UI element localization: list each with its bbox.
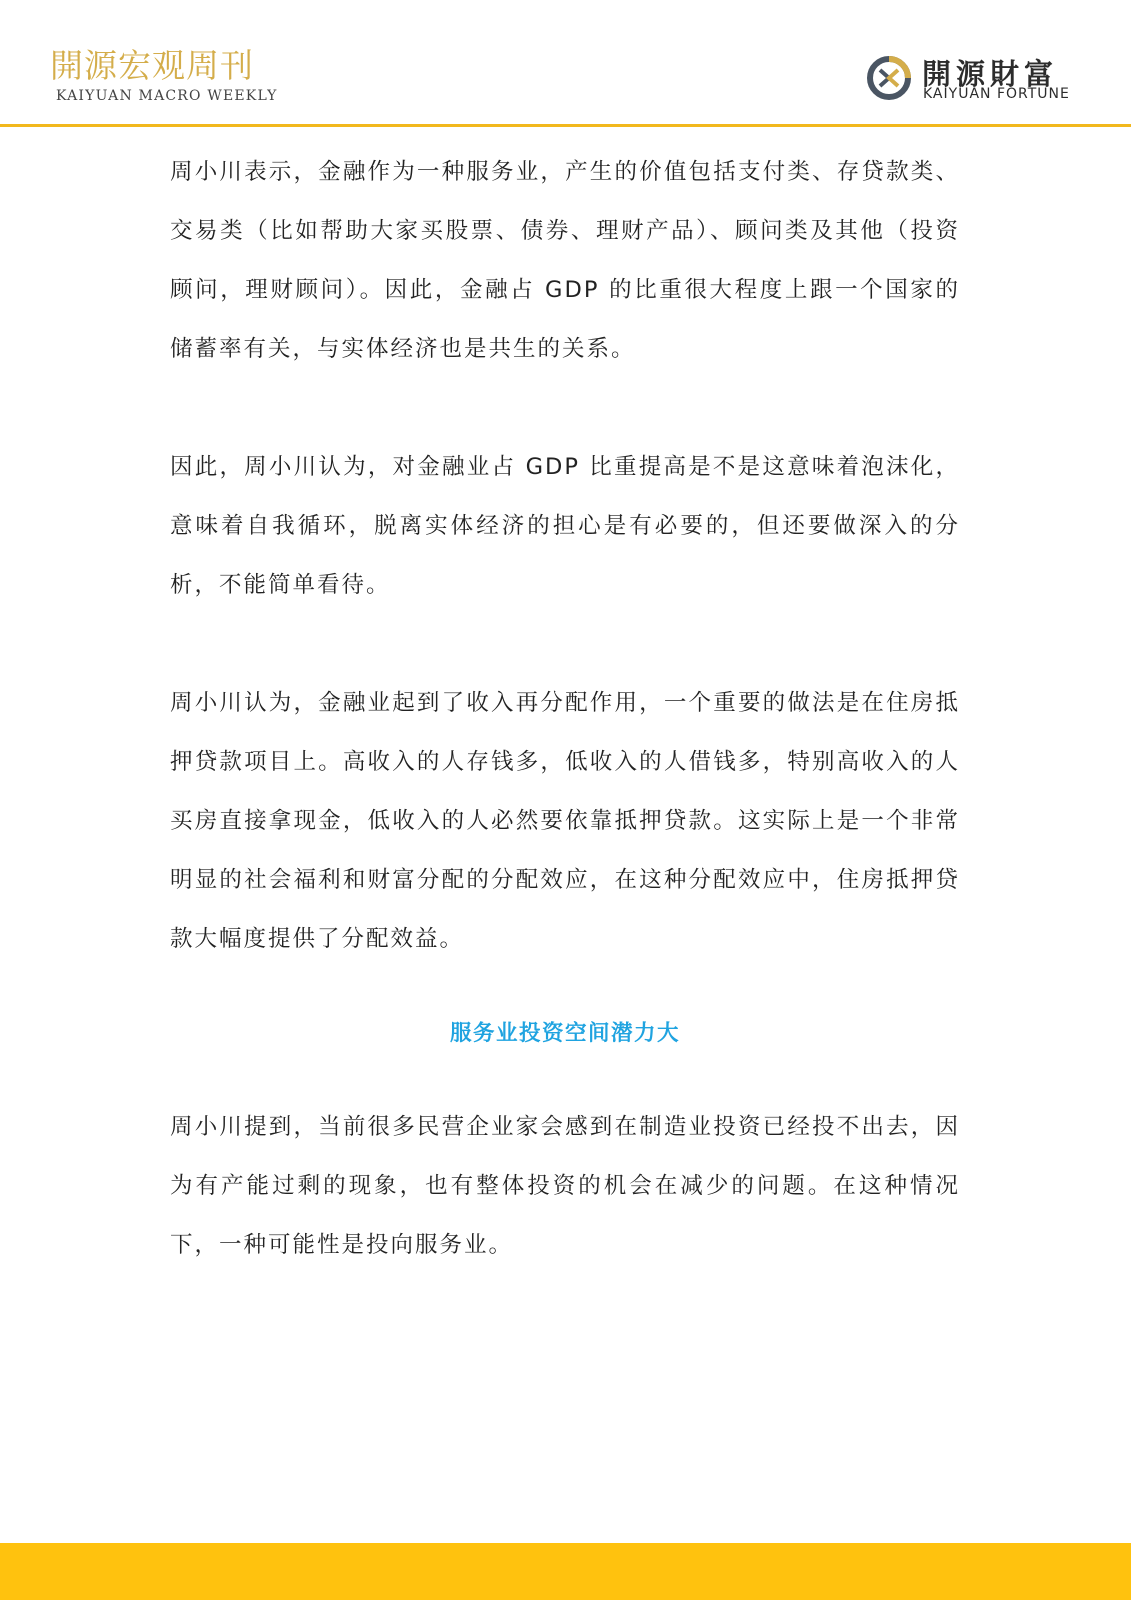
publication-subtitle: KAIYUAN MACRO WEEKLY xyxy=(56,88,278,104)
paragraph-spacer xyxy=(170,615,960,674)
header-divider xyxy=(0,124,1131,127)
page-header xyxy=(0,0,1131,128)
paragraph: 周小川提到，当前很多民营企业家会感到在制造业投资已经投不出去，因为有产能过剩的现象，也有整体投资的机会在减少的问题。在这种情况下，一种可能性是投向服务业。 xyxy=(170,1114,960,1258)
section-heading-block xyxy=(170,969,960,1098)
paragraph: 因此，周小川认为，对金融业占 GDP 比重提高是不是这意味着泡沫化，意味着自我循环，脱离实体经济的担心是有必要的，但还要做深入的分析，不能简单看待。 xyxy=(170,454,960,598)
paragraph: 周小川认为，金融业起到了收入再分配作用，一个重要的做法是在住房抵押贷款项目上。高收入的人存钱多，低收入的人借钱多，特别高收入的人买房直接拿现金，低收入的人必然要依靠抵押贷款。这实际上是一个非常明显的社会福利和财富分配的分配效应，在这种分配效应中，住房抵押贷款大幅度提供了分配效益。 xyxy=(170,690,960,952)
publication-title: 開源宏观周刊 xyxy=(50,46,254,85)
logo-chinese-name: 開源財富 xyxy=(922,57,1059,91)
section-heading: 服务业投资空间潜力大 xyxy=(449,1021,680,1046)
paragraph-spacer xyxy=(170,379,960,438)
paragraph: 周小川表示，金融作为一种服务业，产生的价值包括支付类、存贷款类、交易类（比如帮助大家买股票、债券、理财产品）、顾问类及其他（投资顾问，理财顾问）。因此，金融占 GDP 的比重很大程度上跟一个国家的储蓄率有关，与实体经济也是共生的关系。 xyxy=(170,159,960,362)
kaiyuan-logo-icon xyxy=(866,55,912,101)
article-body xyxy=(170,143,960,1275)
logo-english-name: KAIYUAN FORTUNE xyxy=(923,86,1070,102)
company-logo xyxy=(866,52,1086,107)
footer-band xyxy=(0,1543,1131,1600)
